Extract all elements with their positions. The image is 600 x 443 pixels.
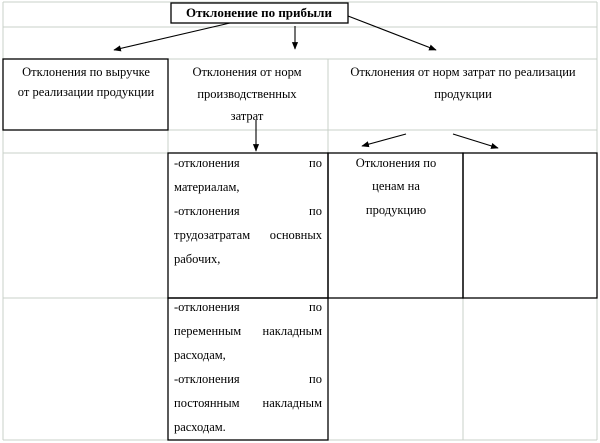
price-line-2: ценам на — [372, 179, 420, 193]
revenue-line-1: Отклонения по выручке — [22, 65, 150, 79]
revenue-node — [3, 59, 168, 130]
price-line-1: Отклонения по — [355, 156, 437, 170]
list-item-left: -отклонения — [174, 372, 240, 386]
price-variance-node — [328, 153, 463, 298]
arrow-title-to-sales — [348, 16, 436, 50]
production-list-1 — [168, 153, 328, 298]
arrow-sales-to-other — [453, 134, 498, 148]
price-line-3: продукцию — [365, 203, 427, 217]
production-node — [192, 65, 301, 123]
title-node — [171, 3, 348, 23]
production-list-2 — [168, 298, 328, 440]
list-item-right: по — [309, 300, 322, 314]
sales-node — [350, 65, 576, 101]
list-item-left: расходам, — [174, 348, 226, 362]
list-item-left: переменным — [174, 324, 242, 338]
list-item-left: -отклонения — [174, 204, 240, 218]
list-item-left: постоянным — [174, 396, 240, 410]
list-item-left: расходам. — [174, 420, 226, 434]
list-item-right: по — [309, 372, 322, 386]
production-line-1: Отклонения от норм — [192, 65, 302, 79]
sales-line-1: Отклонения от норм затрат по реализации — [350, 65, 576, 79]
list-item-left: трудозатратам — [174, 228, 251, 242]
list-item-right: по — [309, 204, 322, 218]
list-item-mid: накладным — [262, 324, 322, 338]
revenue-line-2: от реализации продукции — [17, 85, 155, 99]
list-item-mid: накладным — [262, 396, 322, 410]
list-item-left: материалам, — [174, 180, 240, 194]
arrow-sales-to-price — [362, 134, 406, 146]
list-item-left: -отклонения — [174, 156, 240, 170]
title-text: Отклонение по прибыли — [186, 5, 332, 20]
production-line-2: производственных — [197, 87, 297, 101]
empty-sales-node — [463, 153, 597, 298]
sales-line-2: продукции — [434, 87, 492, 101]
production-line-3: затрат — [230, 109, 264, 123]
list-item-right: по — [309, 156, 322, 170]
list-item-left: -отклонения — [174, 300, 240, 314]
list-item-left: рабочих, — [174, 252, 221, 266]
list-item-right: основных — [269, 228, 322, 242]
